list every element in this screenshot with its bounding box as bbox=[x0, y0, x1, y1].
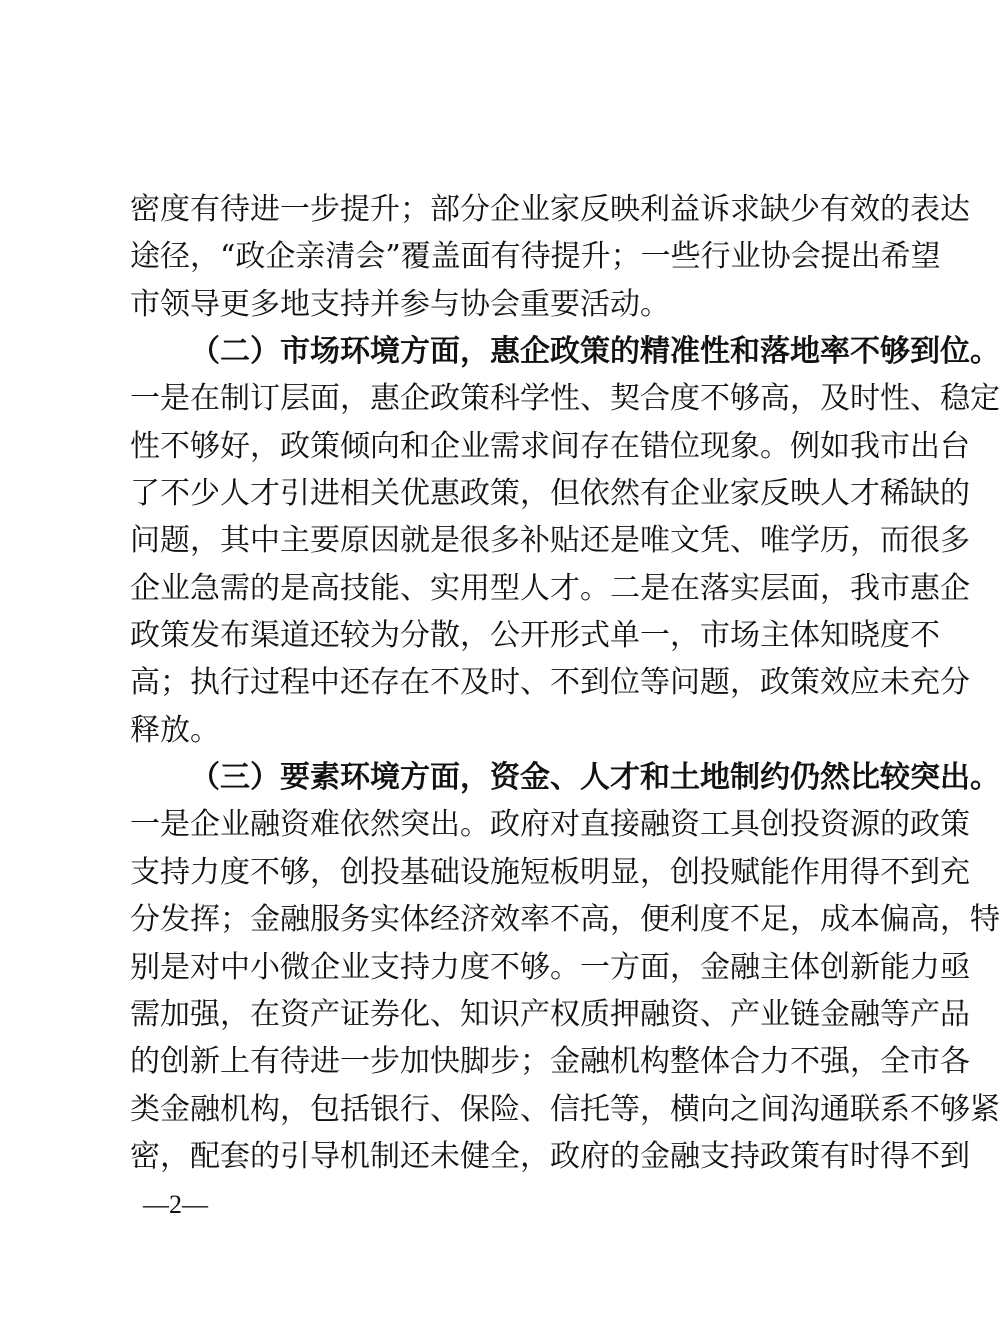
section-heading: （三）要素环境方面，资金、人才和土地制约仍然比较突出。 bbox=[190, 760, 1000, 796]
text-line: 一是企业融资难依然突出。政府对直接融资工具创投资源的政策 bbox=[130, 807, 970, 843]
text-line: 支持力度不够，创投基础设施短板明显，创投赋能作用得不到充 bbox=[130, 854, 970, 890]
text-line: 政策发布渠道还较为分散，公开形式单一，市场主体知晓度不 bbox=[130, 618, 940, 654]
text-line: 分发挥；金融服务实体经济效率不高，便利度不足，成本偏高，特 bbox=[130, 902, 1000, 938]
text-line: 类金融机构，包括银行、保险、信托等，横向之间沟通联系不够紧 bbox=[130, 1091, 1000, 1127]
paragraph-1 bbox=[130, 186, 970, 328]
text-line: 性不够好，政策倾向和企业需求间存在错位现象。例如我市出台 bbox=[130, 428, 970, 464]
text-line: 市领导更多地支持并参与协会重要活动。 bbox=[130, 286, 670, 322]
text-line: 需加强，在资产证券化、知识产权质押融资、产业链金融等产品 bbox=[130, 996, 970, 1032]
page-number: —2— bbox=[143, 1190, 208, 1219]
paragraph-2 bbox=[130, 328, 1000, 754]
text-line: 的创新上有待进一步加快脚步；金融机构整体合力不强，全市各 bbox=[130, 1044, 970, 1080]
text-line: 密，配套的引导机制还未健全，政府的金融支持政策有时得不到 bbox=[130, 1138, 970, 1174]
text-line: 企业急需的是高技能、实用型人才。二是在落实层面，我市惠企 bbox=[130, 570, 970, 606]
text-line: 一是在制订层面，惠企政策科学性、契合度不够高，及时性、稳定 bbox=[130, 381, 1000, 417]
text-line: 释放。 bbox=[130, 712, 220, 748]
text-line: 问题，其中主要原因就是很多补贴还是唯文凭、唯学历，而很多 bbox=[130, 523, 970, 559]
text-line: 密度有待进一步提升；部分企业家反映利益诉求缺少有效的表达 bbox=[130, 192, 970, 227]
section-heading: （二）市场环境方面，惠企政策的精准性和落地率不够到位。 bbox=[190, 334, 1000, 370]
paragraph-3 bbox=[130, 754, 1000, 1180]
text-line: 别是对中小微企业支持力度不够。一方面，金融主体创新能力亟 bbox=[130, 949, 970, 985]
document-body bbox=[130, 186, 1000, 1180]
text-line: 途径，“政企亲清会”覆盖面有待提升；一些行业协会提出希望 bbox=[130, 239, 941, 275]
text-line: 高；执行过程中还存在不及时、不到位等问题，政策效应未充分 bbox=[130, 665, 970, 701]
text-line: 了不少人才引进相关优惠政策，但依然有企业家反映人才稀缺的 bbox=[130, 476, 970, 512]
